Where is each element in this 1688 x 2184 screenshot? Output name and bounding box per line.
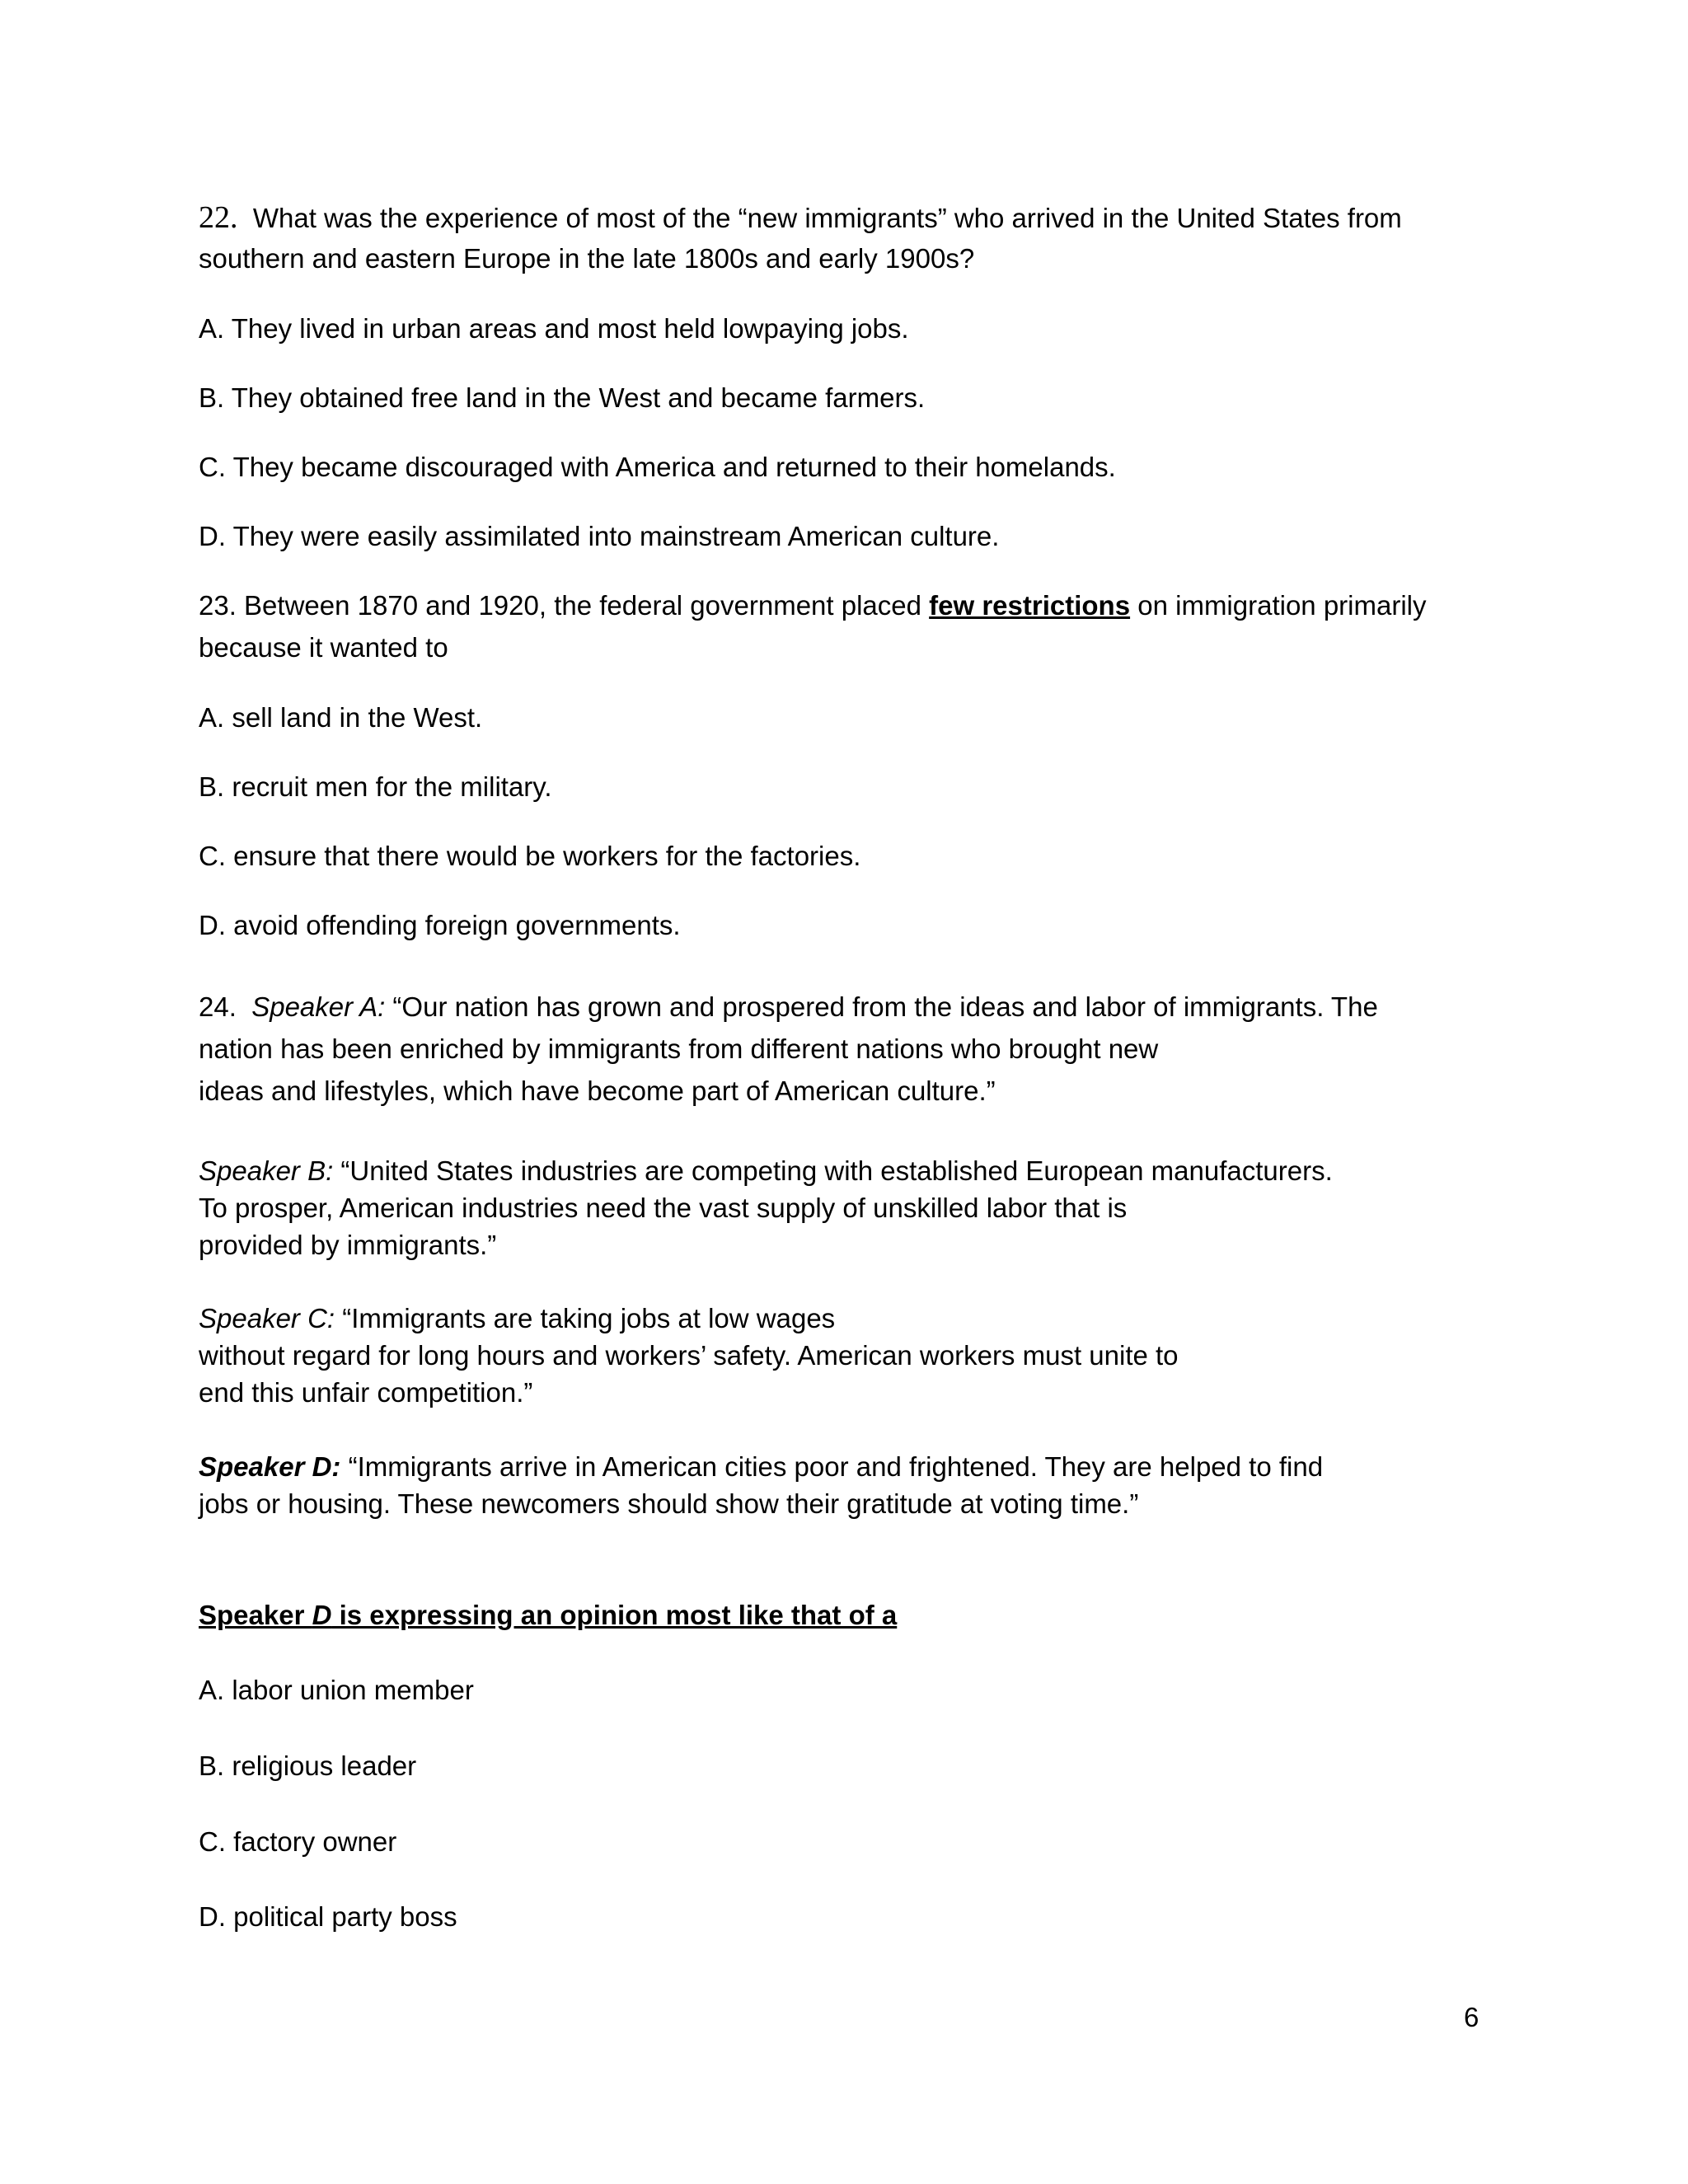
speaker-d-line1 — [199, 1451, 1323, 1483]
speaker-d-line2: jobs or housing. These newcomers should show their gratitude at voting time.” — [199, 1488, 1139, 1519]
q22-option-d: D. They were easily assimilated into mainstream American culture. — [199, 521, 1000, 551]
speaker-a-text: “Our nation has grown and prospered from the ideas and labor of immigrants. The — [385, 991, 1378, 1022]
q23-stem-line1 — [199, 589, 1427, 622]
q23-stem-line2: because it wanted to — [199, 632, 448, 663]
q24-option-d: D. political party boss — [199, 1901, 457, 1932]
speaker-b-line2: To prosper, American industries need the vast supply of unskilled labor that is — [199, 1193, 1128, 1223]
q22-option-b: B. They obtained free land in the West and became farmers. — [199, 382, 926, 413]
speaker-b-text: “United States industries are competing with established European manufacturers. — [333, 1155, 1333, 1186]
speaker-c-label: Speaker C: — [199, 1303, 335, 1333]
q23-emphasis: few restrictions — [929, 590, 1131, 621]
q23-stem-before: 23. Between 1870 and 1920, the federal government placed — [199, 590, 930, 621]
q23-option-d: D. avoid offending foreign governments. — [199, 910, 681, 940]
speaker-c-line2: without regard for long hours and workers’ safety. American workers must unite to — [199, 1340, 1179, 1371]
speaker-a-line3: ideas and lifestyles, which have become part of American culture.” — [199, 1076, 996, 1106]
speaker-c-text: “Immigrants are taking jobs at low wages — [335, 1303, 836, 1333]
speaker-d-text: “Immigrants arrive in American cities poor and frightened. They are helped to find — [340, 1451, 1324, 1482]
q23-option-c: C. ensure that there would be workers for the factories. — [199, 841, 861, 871]
q24-prompt — [199, 1599, 897, 1632]
speaker-a-line1 — [199, 991, 1378, 1024]
speaker-a-label: Speaker A: — [251, 991, 386, 1022]
q23-option-a: A. sell land in the West. — [199, 702, 483, 733]
speaker-b-label: Speaker B: — [199, 1155, 334, 1186]
q22-stem-line2: southern and eastern Europe in the late 1800s and early 1900s? — [199, 243, 975, 274]
q22-number: 22. — [199, 200, 238, 235]
q24-prompt-part1: Speaker — [199, 1600, 312, 1630]
q24-option-c: C. factory owner — [199, 1826, 397, 1857]
q23-option-b: B. recruit men for the military. — [199, 771, 552, 802]
q24-option-a: A. labor union member — [199, 1675, 474, 1705]
q24-prompt-letter: D — [312, 1600, 332, 1630]
speaker-c-line1 — [199, 1302, 835, 1335]
q22-option-a: A. They lived in urban areas and most held lowpaying jobs. — [199, 313, 909, 344]
speaker-d-label: Speaker D: — [199, 1451, 341, 1482]
speaker-c-line3: end this unfair competition.” — [199, 1377, 533, 1408]
page-number: 6 — [1464, 2002, 1479, 2032]
q24-number: 24. — [199, 991, 237, 1022]
q22-stem-line1 — [199, 201, 1402, 235]
q22-stem-text: What was the experience of most of the “new immigrants” who arrived in the United States from — [252, 203, 1402, 233]
speaker-a-line2: nation has been enriched by immigrants from different nations who brought new — [199, 1033, 1159, 1064]
q23-stem-after: on immigration primarily — [1130, 590, 1427, 621]
q22-option-c: C. They became discouraged with America and returned to their homelands. — [199, 452, 1116, 482]
q24-prompt-part2: is expressing an opinion most like that of a — [331, 1600, 898, 1630]
speaker-b-line3: provided by immigrants.” — [199, 1230, 497, 1260]
q24-option-b: B. religious leader — [199, 1750, 417, 1781]
speaker-b-line1 — [199, 1155, 1333, 1188]
